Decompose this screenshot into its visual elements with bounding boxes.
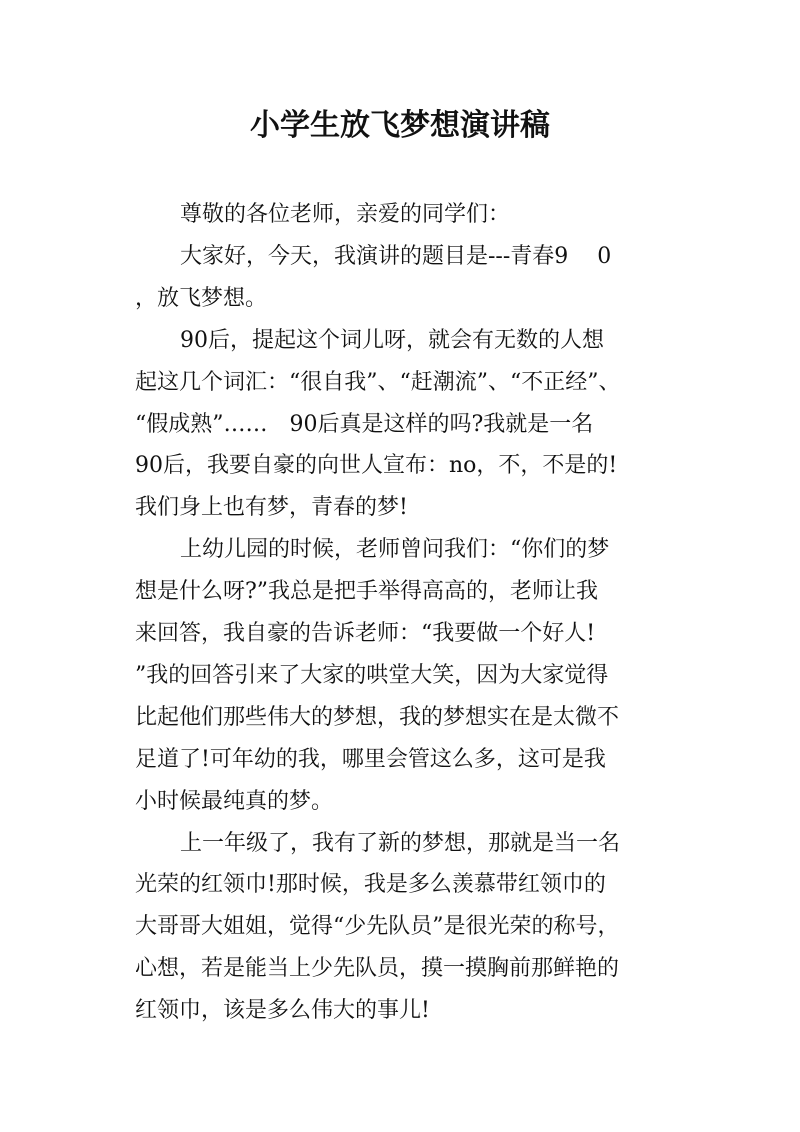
text-line: “假成熟”…… 90后真是这样的吗?我就是一名 [135, 411, 594, 437]
text-line: 心想，若是能当上少先队员，摸一摸胸前那鲜艳的 [135, 956, 620, 982]
document-title: 小学生放飞梦想演讲稿 [250, 108, 550, 143]
text-line: 比起他们那些伟大的梦想，我的梦想实在是太微不 [135, 704, 620, 730]
text-line: 上幼儿园的时候，老师曾问我们：“你们的梦 [180, 537, 610, 563]
text-line: ”我的回答引来了大家的哄堂大笑，因为大家觉得 [135, 662, 609, 688]
text-line: ，放飞梦想。 [135, 285, 268, 311]
text-line: 起这几个词汇：“很自我”、“赶潮流”、“不正经”、 [135, 369, 621, 395]
text-line: 90后，我要自豪的向世人宣布：no，不，不是的! [135, 453, 618, 479]
text-line: 90后，提起这个词儿呀，就会有无数的人想 [180, 327, 604, 353]
text-line: 红领巾，该是多么伟大的事儿! [135, 998, 430, 1024]
text-line: 大哥哥大姐姐，觉得“少先队员”是很光荣的称号， [135, 914, 620, 940]
text-line: 尊敬的各位老师，亲爱的同学们： [180, 202, 511, 227]
text-line: 我们身上也有梦，青春的梦! [135, 495, 408, 521]
text-line: 大家好，今天，我演讲的题目是---青春9 0 [180, 243, 612, 269]
text-line: 光荣的红领巾!那时候，我是多么羡慕带红领巾的 [135, 872, 606, 898]
text-line: 上一年级了，我有了新的梦想，那就是当一名 [180, 830, 621, 856]
text-line: 想是什么呀?”我总是把手举得高高的，老师让我 [135, 579, 599, 605]
text-line: 来回答，我自豪的告诉老师：“我要做一个好人! [135, 621, 596, 646]
text-line: 小时候最纯真的梦。 [135, 788, 334, 814]
text-line: 足道了!可年幼的我，哪里会管这么多，这可是我 [135, 746, 606, 772]
